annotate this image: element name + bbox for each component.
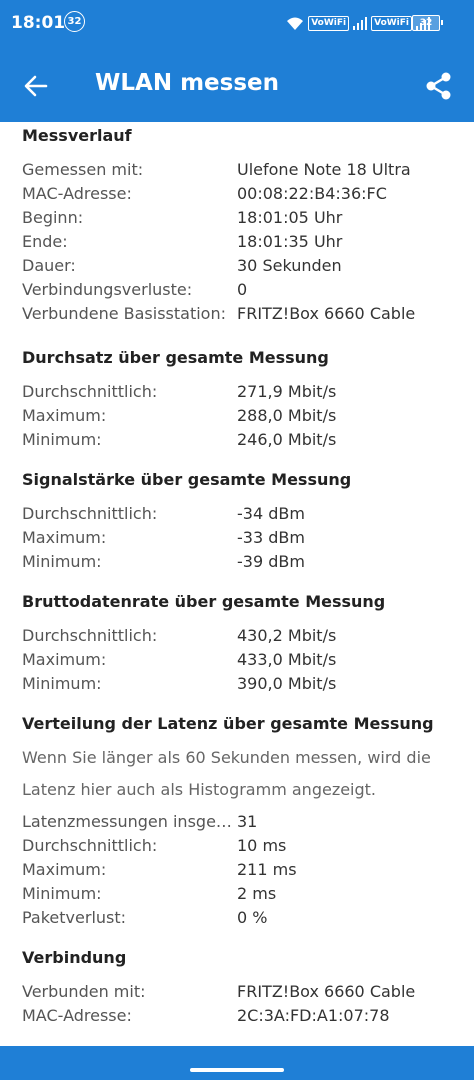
detail-row	[22, 160, 452, 184]
back-button[interactable]	[22, 72, 50, 100]
row-label: Gemessen mit:	[22, 160, 144, 179]
row-label: Durchschnittlich:	[22, 382, 158, 401]
row-value: -33 dBm	[237, 528, 305, 547]
vowifi-badge-2: VoWiFi	[371, 16, 412, 31]
row-label: Maximum:	[22, 406, 107, 425]
row-label: Maximum:	[22, 528, 107, 547]
detail-row	[22, 1006, 452, 1030]
detail-row	[22, 304, 452, 328]
detail-row	[22, 836, 452, 860]
row-value: -34 dBm	[237, 504, 305, 523]
row-value: 2 ms	[237, 884, 277, 903]
vowifi-badge: VoWiFi	[308, 16, 349, 31]
page-title: WLAN messen	[95, 70, 279, 96]
row-label: Verbundene Basisstation:	[22, 304, 226, 323]
detail-row	[22, 256, 452, 280]
signal-icon	[353, 16, 367, 30]
row-value: 00:08:22:B4:36:FC	[237, 184, 387, 203]
row-value: 10 ms	[237, 836, 287, 855]
share-button[interactable]	[424, 71, 454, 101]
detail-row	[22, 860, 452, 884]
arrow-left-icon	[22, 72, 50, 100]
row-value: 211 ms	[237, 860, 297, 879]
measurement-details[interactable]	[0, 122, 474, 1046]
row-label: Maximum:	[22, 650, 107, 669]
section-title-latenz: Verteilung der Latenz über gesamte Messung	[22, 714, 434, 733]
row-label: MAC-Adresse:	[22, 1006, 132, 1025]
detail-row	[22, 232, 452, 256]
latenz-note-line-2: Latenz hier auch als Histogramm angezeigt.	[22, 780, 377, 799]
row-value: 0 %	[237, 908, 268, 927]
detail-row	[22, 812, 452, 836]
row-label: Dauer:	[22, 256, 76, 275]
status-icons	[286, 12, 430, 34]
app-bar	[0, 50, 474, 122]
detail-row	[22, 650, 452, 674]
home-gesture-handle[interactable]	[190, 1068, 284, 1072]
detail-row	[22, 184, 452, 208]
battery-icon: 32	[412, 15, 440, 31]
section-title-signal: Signalstärke über gesamte Messung	[22, 470, 352, 489]
row-value: 0	[237, 280, 248, 299]
row-label: MAC-Adresse:	[22, 184, 132, 203]
detail-row	[22, 504, 452, 528]
navigation-bar	[0, 1046, 474, 1080]
row-value: FRITZ!Box 6660 Cable	[237, 982, 416, 1001]
row-label: Paketverlust:	[22, 908, 127, 927]
row-label: Minimum:	[22, 430, 102, 449]
detail-row	[22, 626, 452, 650]
row-value: FRITZ!Box 6660 Cable	[237, 304, 416, 323]
row-value: 271,9 Mbit/s	[237, 382, 337, 401]
row-value: 18:01:35 Uhr	[237, 232, 343, 251]
row-label: Durchschnittlich:	[22, 504, 158, 523]
row-label: Verbunden mit:	[22, 982, 146, 1001]
section-title-messverlauf: Messverlauf	[22, 126, 132, 145]
row-value: 30 Sekunden	[237, 256, 342, 275]
share-icon	[424, 71, 454, 101]
row-value: 430,2 Mbit/s	[237, 626, 337, 645]
wifi-icon	[286, 15, 304, 31]
row-label: Durchschnittlich:	[22, 836, 158, 855]
detail-row	[22, 208, 452, 232]
row-value: 18:01:05 Uhr	[237, 208, 343, 227]
detail-row	[22, 982, 452, 1006]
detail-row	[22, 884, 452, 908]
status-time: 18:01	[11, 13, 66, 33]
detail-row	[22, 406, 452, 430]
section-title-brutto: Bruttodatenrate über gesamte Messung	[22, 592, 386, 611]
row-value: 433,0 Mbit/s	[237, 650, 337, 669]
row-value: 288,0 Mbit/s	[237, 406, 337, 425]
detail-row	[22, 674, 452, 698]
row-value: 390,0 Mbit/s	[237, 674, 337, 693]
detail-row	[22, 382, 452, 406]
status-bar	[0, 0, 474, 50]
row-label: Minimum:	[22, 552, 102, 571]
row-label: Minimum:	[22, 674, 102, 693]
row-label: Beginn:	[22, 208, 84, 227]
row-value: -39 dBm	[237, 552, 305, 571]
row-label: Minimum:	[22, 884, 102, 903]
row-label: Latenzmessungen insge…	[22, 812, 232, 831]
detail-row	[22, 430, 452, 454]
row-value: 2C:3A:FD:A1:07:78	[237, 1006, 390, 1025]
row-label: Ende:	[22, 232, 68, 251]
row-label: Durchschnittlich:	[22, 626, 158, 645]
row-value: 246,0 Mbit/s	[237, 430, 337, 449]
detail-row	[22, 552, 452, 576]
detail-row	[22, 908, 452, 932]
row-value: Ulefone Note 18 Ultra	[237, 160, 411, 179]
row-label: Maximum:	[22, 860, 107, 879]
latenz-note-line-1: Wenn Sie länger als 60 Sekunden messen, wird die	[22, 748, 431, 767]
detail-row	[22, 528, 452, 552]
detail-row	[22, 280, 452, 304]
section-title-durchsatz: Durchsatz über gesamte Messung	[22, 348, 329, 367]
section-title-verbindung: Verbindung	[22, 948, 127, 967]
row-label: Verbindungsverluste:	[22, 280, 193, 299]
notification-badge: 32	[64, 11, 85, 32]
row-value: 31	[237, 812, 258, 831]
